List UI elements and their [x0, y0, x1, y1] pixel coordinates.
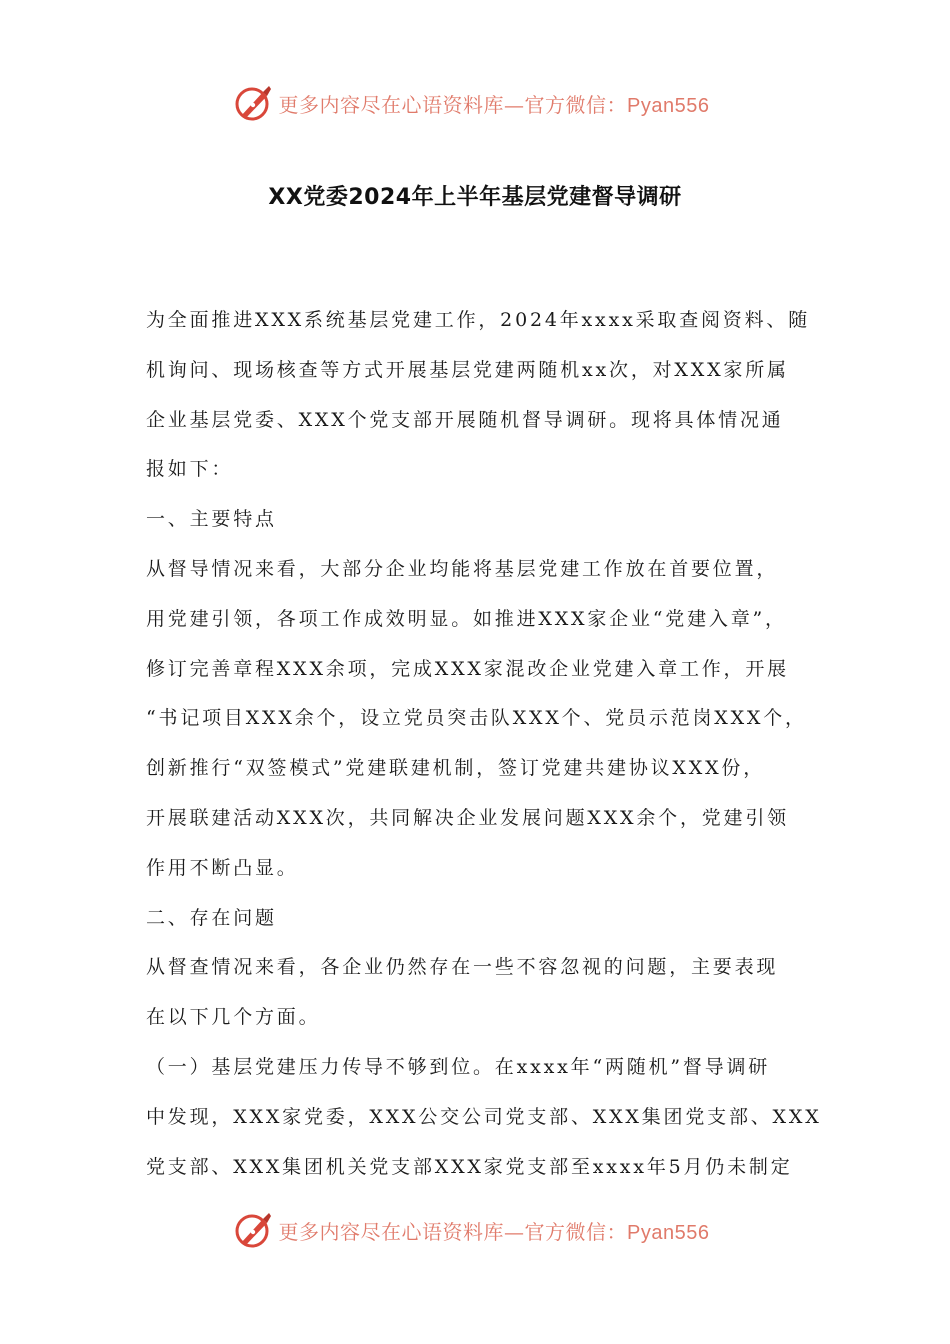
- text-line: 企业基层党委、XXX个党支部开展随机督导调研。现将具体情况通: [146, 408, 784, 431]
- watermark-text: 更多内容尽在心语资料库—官方微信：Pyan556: [278, 92, 710, 117]
- watermark-handle: Pyan556: [627, 1221, 710, 1244]
- text-line: 创新推行“双签模式”党建联建机制，签订党建共建协议XXX份，: [146, 757, 766, 780]
- text-line: 开展联建活动XXX次，共同解决企业发展问题XXX余个，党建引领: [146, 806, 789, 829]
- text-line: 党支部、XXX集团机关党支部XXX家党支部至xxxx年5月仍未制定: [146, 1155, 793, 1178]
- text-line: （一）基层党建压力传导不够到位。在xxxx年“两随机”督导调研: [146, 1055, 771, 1078]
- text-line: 在以下几个方面。: [146, 1006, 321, 1029]
- text-line: 从督导情况来看，大部分企业均能将基层党建工作放在首要位置，: [146, 557, 779, 580]
- watermark-text: 更多内容尽在心语资料库—官方微信：Pyan556: [278, 1219, 710, 1244]
- section-heading: 一、主要特点: [146, 508, 277, 531]
- text-line: 作用不断凸显。: [146, 856, 299, 879]
- text-line: 机询问、现场核查等方式开展基层党建两随机xx次，对XXX家所属: [146, 358, 789, 381]
- text-line: 从督查情况来看，各企业仍然存在一些不容忽视的问题，主要表现: [146, 956, 779, 979]
- watermark-header: [0, 81, 950, 125]
- text-line: “书记项目XXX余个，设立党员突击队XXX个、党员示范岗XXX个，: [146, 707, 807, 730]
- text-line: 用党建引领，各项工作成效明显。如推进XXX家企业“党建入章”，: [146, 607, 787, 630]
- text-line: 修订完善章程XXX余项，完成XXX家混改企业党建入章工作，开展: [146, 657, 789, 680]
- text-line: 报如下：: [146, 458, 234, 481]
- document-title: XX党委2024年上半年基层党建督导调研: [268, 185, 682, 210]
- pen-nib-circle-logo-icon: [233, 1210, 273, 1250]
- pen-nib-circle-logo-icon: [233, 83, 273, 123]
- text-line: 为全面推进XXX系统基层党建工作，2024年xxxx采取查阅资料、随: [146, 309, 810, 331]
- document-body: [146, 296, 822, 1192]
- watermark-footer: [0, 1208, 950, 1252]
- text-line: 中发现，XXX家党委，XXX公交公司党支部、XXX集团党支部、XXX: [146, 1105, 822, 1128]
- section-heading: 二、存在问题: [146, 906, 277, 929]
- watermark-handle: Pyan556: [627, 94, 710, 117]
